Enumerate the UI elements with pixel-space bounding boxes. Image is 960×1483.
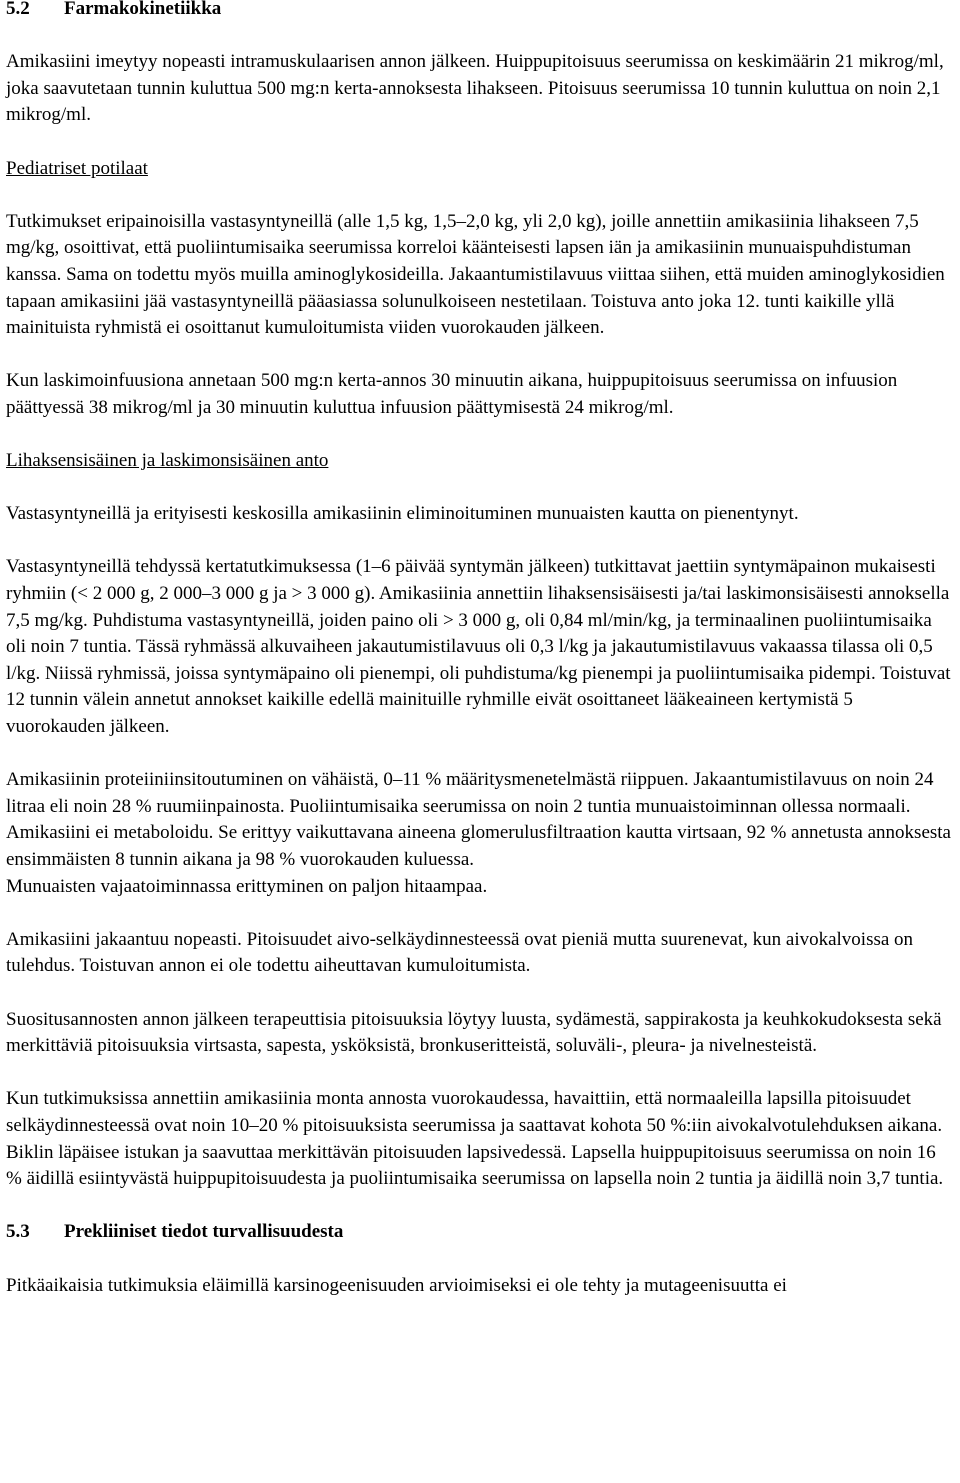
subheading-im-iv: Lihaksensisäinen ja laskimonsisäinen anto (6, 450, 329, 472)
section-number: 5.3 (6, 1221, 30, 1243)
subheading-pediatric: Pediatriset potilaat (6, 157, 148, 179)
paragraph-neonatal-study: Vastasyntyneillä tehdyssä kertatutkimuksessa (1–6 päivää syntymän jälkeen) tutkittavat jaettiin syntymäpainon mukaisesti ryhmiin (< 2 000 g, 2 000–3 000 g ja > 3 000 g). Amikasiinia annettiin lihaksensisäisesti ja/tai laskimonsisäisesti annoksella 7,5 mg/kg. Puhdistuma vastasyntyneillä, joiden paino oli > 3 000 g, oli 0,84 ml/min/kg, ja terminaalinen puoliintumisaika oli noin 7 tuntia. Tässä ryhmässä alkuvaiheen jakautumistilavuus oli 0,3 l/kg ja jakautumistilavuus vakaassa tilassa oli 0,5 l/kg. Niissä ryhmissä, joissa syntymäpaino oli pienempi, oli puhdistuma/kg pienempi ja puoliintumisaika pidempi. Toistuvat 12 tunnin välein annetut annokset kaikille edellä mainituille ryhmille eivät osoittaneet lääkeaineen kertymistä 5 vuorokauden jälkeen. (6, 556, 951, 738)
paragraph-distribution: Amikasiini jakaantuu nopeasti. Pitoisuudet aivo-selkäydinnesteessä ovat pieniä mutta suurenevat, kun aivokalvoissa on tulehdus. Toistuvan annon ei ole todettu aiheuttavan kumuloitumista. (6, 928, 914, 977)
paragraph-tissue-levels: Suositusannosten annon jälkeen terapeuttisia pitoisuuksia löytyy luusta, sydämestä, sappirakosta ja keuhkokudoksesta sekä merkittäviä pitoisuuksia virtsasta, sapesta, ysköksistä, bronkuseritteistä, soluväli-, pleura- ja nivelnesteistä. (6, 1008, 942, 1057)
section-heading-5-3 (6, 1219, 956, 1246)
paragraph-protein-binding: Amikasiinin proteiiniinsitoutuminen on vähäistä, 0–11 % määritysmenetelmästä riippuen. Jakaantumistilavuus on noin 24 litraa eli noin 28 % ruumiinpainosta. Puoliintumisaika seerumissa on noin 2 tuntia munuaistoiminnan ollessa normaali. Amikasiini ei metaboloidu. Se erittyy vaikuttavana aineena glomerulusfiltraation kautta virtsaan, 92 % annetusta annoksesta ensimmäisten 8 tunnin aikana ja 98 % vuorokauden kuluessa. (6, 769, 951, 870)
section-heading-5-2 (6, 0, 956, 23)
section-number: 5.2 (6, 0, 30, 19)
paragraph-iv-infusion: Kun laskimoinfuusiona annetaan 500 mg:n kerta-annos 30 minuutin aikana, huippupitoisuus seerumissa on infuusion päättyessä 38 mikrog/ml ja 30 minuutin kuluttua infuusion päättymisestä 24 mikrog/ml. (6, 370, 898, 418)
section-title: Farmakokinetiikka (64, 0, 222, 19)
paragraph-renal-impairment: Munuaisten vajaatoiminnassa erittyminen on paljon hitaampaa. (6, 875, 488, 897)
document-page (6, 0, 956, 1299)
paragraph-pediatric-studies: Tutkimukset eripainoisilla vastasyntyneillä (alle 1,5 kg, 1,5–2,0 kg, yli 2,0 kg), joille annettiin amikasiinia lihakseen 7,5 mg/kg, osoittivat, että puoliintumisaika seerumissa korreloi käänteisesti lapsen iän ja amikasiinin munuaispuhdistuman kanssa. Sama on todettu myös muilla aminoglykosideilla. Jakaantumistilavuus viittaa siihen, että muiden aminoglykosidien tapaan amikasiini jää vastasyntyneillä pääasiassa solunulkoiseen nestetilaan. Toistuva anto joka 12. tunti kaikille yllä mainituista ryhmistä ei osoittanut kumuloitumista viiden vuorokauden jälkeen. (6, 210, 945, 339)
section-title: Prekliiniset tiedot turvallisuudesta (64, 1221, 344, 1243)
paragraph-absorption: Amikasiini imeytyy nopeasti intramuskulaarisen annon jälkeen. Huippupitoisuus seerumissa on keskimäärin 21 mikrog/ml, joka saavutetaan tunnin kuluttua 500 mg:n kerta-annoksesta lihakseen. Pitoisuus seerumissa 10 tunnin kuluttua on noin 2,1 mikrog/ml. (6, 51, 944, 126)
paragraph-neonatal-elimination: Vastasyntyneillä ja erityisesti keskosilla amikasiinin eliminoituminen munuaisten kautta on pienentynyt. (6, 503, 799, 525)
paragraph-csf-placenta: Kun tutkimuksissa annettiin amikasiinia monta annosta vuorokaudessa, havaittiin, että normaaleilla lapsilla pitoisuudet selkäydinnesteessä ovat noin 10–20 % pitoisuuksista seerumissa ja saattavat kohota 50 %:iin aivokalvotulehduksen aikana. Biklin läpäisee istukan ja saavuttaa merkittävän pitoisuuden lapsivedessä. Lapsella huippupitoisuus seerumissa on noin 16 % äidillä esiintyvästä huippupitoisuudesta ja puoliintumisaika seerumissa on lapsella noin 2 tuntia ja äidillä noin 3,7 tuntia. (6, 1088, 944, 1190)
paragraph-preclinical-start: Pitkäaikaisia tutkimuksia eläimillä karsinogeenisuuden arvioimiseksi ei ole tehty ja mutageenisuutta ei (6, 1274, 787, 1296)
